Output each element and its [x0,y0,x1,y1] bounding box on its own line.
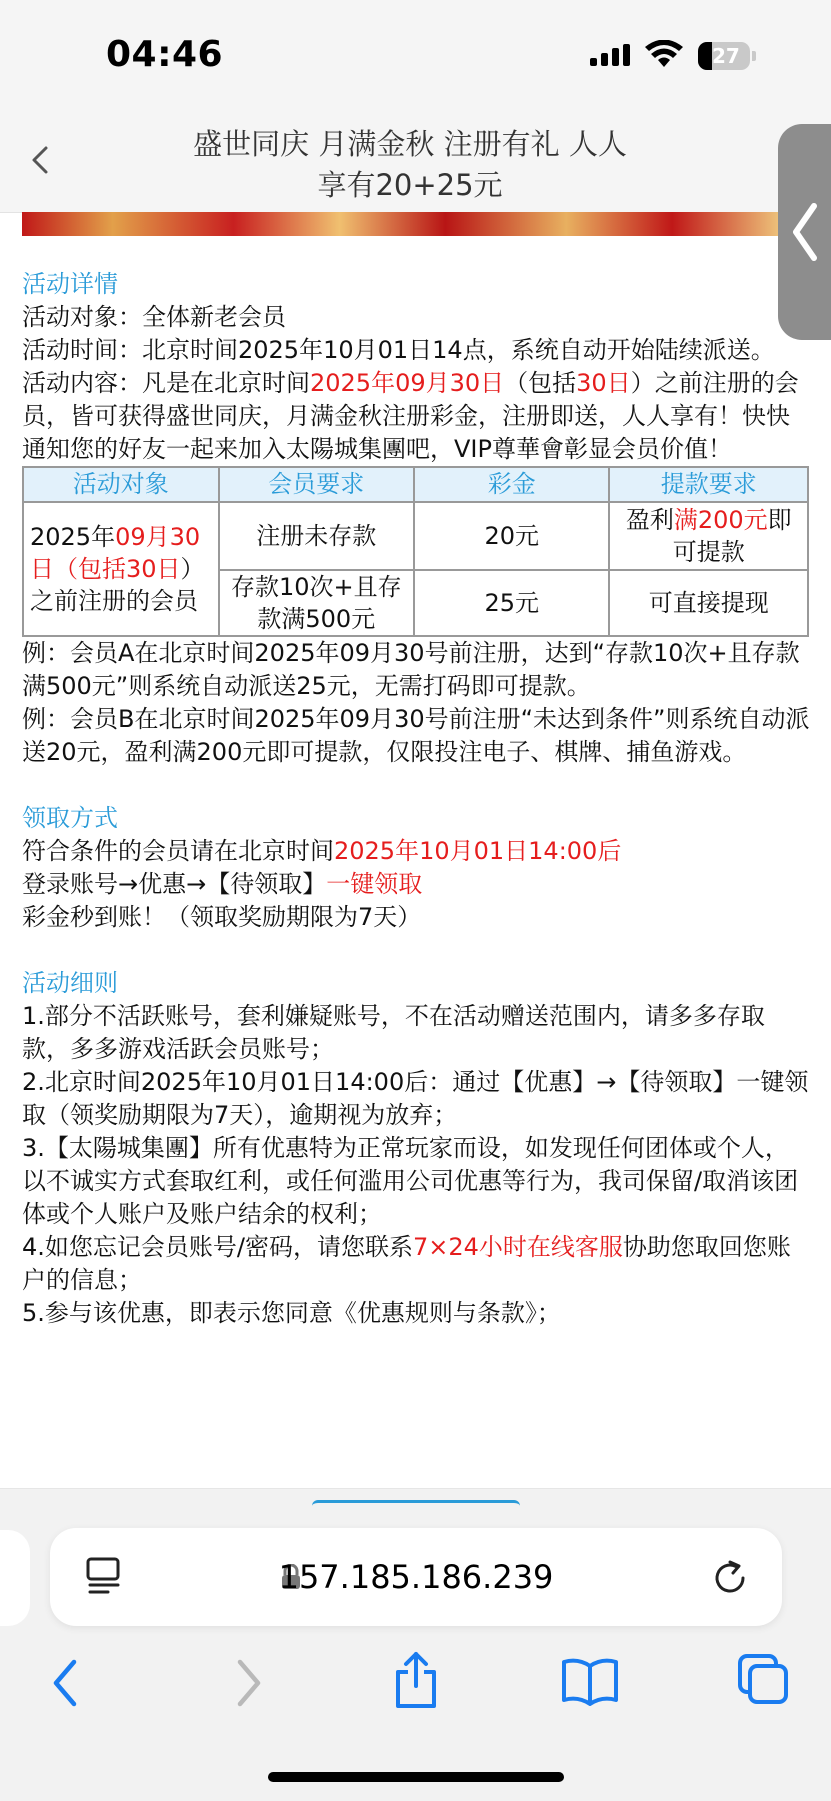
rule-item: 1.部分不活跃账号，套利嫌疑账号，不在活动赠送范围内，请多多存取款，多多游戏活跃会员账号； [22,1002,765,1063]
home-indicator [268,1772,564,1782]
bonus-table [22,466,809,637]
section-title-claim: 领取方式 [22,804,118,832]
rule-item: 4.如您忘记会员账号/密码，请您联系7×24小时在线客服协助您取回您账户的信息； [22,1233,791,1294]
section-title-rules: 活动细则 [22,969,118,997]
page-title [150,124,670,206]
example-b: 例：会员B在北京时间2025年09月30号前注册“未达到条件”则系统自动派送20元，盈利满200元即可提款，仅限投注电子、棋牌、捕鱼游戏。 [22,705,810,766]
status-bar [0,0,831,110]
example-a: 例：会员A在北京时间2025年09月30号前注册，达到“存款10次+且存款满500元”则系统自动派送25元，无需打码即可提款。 [22,639,800,700]
activity-content: 活动内容：凡是在北京时间2025年09月30日（包括30日）之前注册的会员，皆可获得盛世同庆，月满金秋注册彩金，注册即送，人人享有！快快通知您的好友一起来加入太陽城集團吧，VIP尊華會彰显会员价值！ [22,369,799,463]
table-cell: 盈利满200元即可提款 [609,502,808,570]
nav-back-icon[interactable] [46,1656,86,1710]
battery-percent: 27 [712,44,740,68]
table-row [23,502,808,570]
rule-item: 5.参与该优惠，即表示您同意《优惠规则与条款》； [22,1299,561,1327]
bookmarks-icon[interactable] [560,1656,620,1706]
table-cell: 20元 [414,502,609,570]
battery-icon [698,42,758,70]
promo-content [22,268,812,1330]
promo-banner [22,212,778,236]
page-title-line1: 盛世同庆 月满金秋 注册有礼 人人 [193,127,627,161]
table-cell-target: 2025年09月30日（包括30日）之前注册的会员 [23,502,219,636]
previous-tab-peek[interactable] [0,1530,30,1626]
table-header-cell: 会员要求 [219,467,414,502]
table-cell: 可直接提现 [609,570,808,636]
page-title-line2: 享有20+25元 [317,168,503,202]
table-header-cell: 活动对象 [23,467,219,502]
table-header-cell: 彩金 [414,467,609,502]
chevron-left-icon [790,202,820,262]
page-header [0,110,831,213]
reload-icon[interactable] [710,1558,750,1598]
url-text: 157.185.186.239 [278,1558,554,1596]
rule-item: 3.【太陽城集團】所有优惠特为正常玩家而设，如发现任何团体或个人，以不诚实方式套取红利，或任何滥用公司优惠等行为，我司保留/取消该团体或个人账户及账户结余的权利； [22,1134,799,1228]
cellular-signal-icon [590,44,632,66]
table-header-cell: 提款要求 [609,467,808,502]
tabs-icon[interactable] [736,1652,790,1706]
address-bar[interactable] [50,1528,782,1626]
status-time: 04:46 [106,34,224,75]
table-cell: 25元 [414,570,609,636]
table-header-row [23,467,808,502]
activity-time: 活动时间：北京时间2025年10月01日14点，系统自动开始陆续派送。 [22,336,775,364]
page-button-peek [312,1500,520,1509]
nav-forward-icon[interactable] [228,1656,268,1710]
table-cell: 注册未存款 [219,502,414,570]
customer-service-link[interactable]: 7×24小时在线客服 [412,1233,623,1261]
claim-line2: 登录账号→优惠→【待领取】一键领取彩金秒到账！（领取奖励期限为7天） [22,870,423,931]
claim-line1: 符合条件的会员请在北京时间2025年10月01日14:00后 [22,837,622,865]
table-cell: 存款10次+且存款满500元 [219,570,414,636]
share-icon[interactable] [392,1650,440,1710]
wifi-icon [645,40,683,68]
section-title-details: 活动详情 [22,270,118,298]
back-button[interactable] [22,140,62,180]
activity-target: 活动对象：全体新老会员 [22,303,286,331]
rule-item: 2.北京时间2025年10月01日14:00后：通过【优惠】→【待领取】一键领取（领奖励期限为7天），逾期视为放弃； [22,1068,809,1129]
battery-level [698,42,712,70]
